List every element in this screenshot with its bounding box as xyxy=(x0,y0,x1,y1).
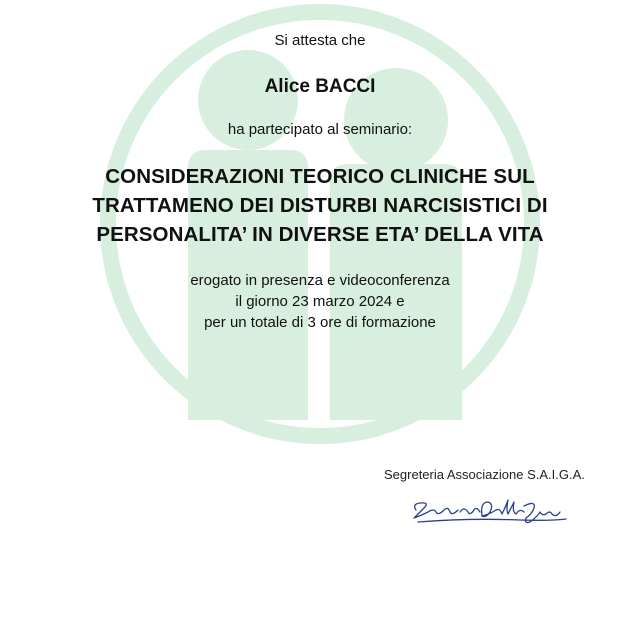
intro-text: Si attesta che xyxy=(274,32,366,49)
seminar-title-line-2: TRATTAMENO DEI DISTURBI NARCISISTICI DI xyxy=(92,194,548,217)
seminar-title-line-1: CONSIDERAZIONI TEORICO CLINICHE SUL xyxy=(105,165,535,188)
seminar-details xyxy=(0,270,640,333)
recipient-name: Alice BACCI xyxy=(264,76,376,97)
secretariat-label: Segreteria Associazione S.A.I.G.A. xyxy=(384,467,585,482)
seminar-title-line-3: PERSONALITA’ IN DIVERSE ETA’ DELLA VITA xyxy=(96,223,544,246)
seminar-title xyxy=(60,162,580,249)
details-line-1: erogato in presenza e videoconferenza xyxy=(190,272,450,289)
participation-text: ha partecipato al seminario: xyxy=(227,121,413,138)
details-line-2: il giorno 23 marzo 2024 e xyxy=(235,293,405,310)
details-line-3: per un totale di 3 ore di formazione xyxy=(204,314,436,331)
signature-icon xyxy=(410,496,570,530)
